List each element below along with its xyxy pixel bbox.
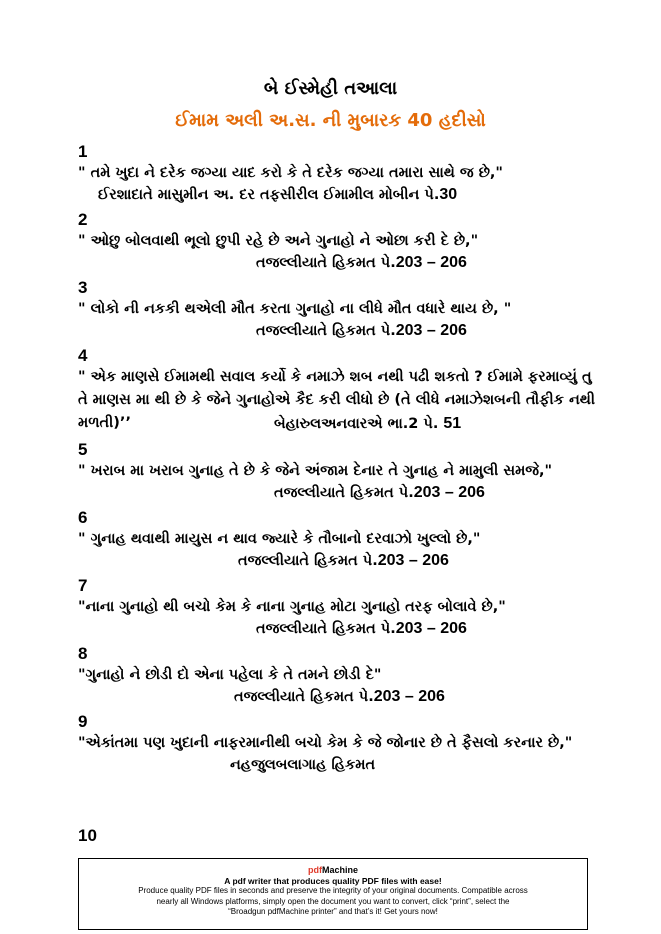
hadith-number: 5 <box>78 440 88 459</box>
hadith-reference <box>98 184 618 206</box>
hadith-text: " તમે ખુદા ને દરેક જગ્યા યાદ કરો કે તે દરેક જગ્યા તમારા સાથે જ છે," <box>78 165 503 181</box>
hadith-reference <box>256 320 661 342</box>
reference-source: તજલ્લીયાતે હિકમત પે. <box>238 553 378 569</box>
hadith-text: " એક માણસે ઈમામથી સવાલ કર્યો કે નમાઝે શબ નથી પઢી શકતો ? ઈમામે ફરમાવ્યું તુ તે માણસ મા થી છે કે જેને ગુનાહોએ કૈદ કરી લીધો છે (તે લીધે નમાઝેશબની તૌફીક નથી મળતી)’’ <box>78 369 596 431</box>
hadith-reference <box>238 550 661 572</box>
hadith-text: "નાના ગુનાહો થી બચો કેમ કે નાના ગુનાહ મોટા ગુનાહો તરફ બોલાવે છે," <box>78 599 506 615</box>
reference-page: 203 – 206 <box>395 322 467 339</box>
reference-page: 203 – 206 <box>413 484 485 501</box>
hadith-number: 8 <box>78 644 88 663</box>
hadith-number: 1 <box>78 142 88 161</box>
hadith-text: " ગુનાહ થવાથી માયુસ ન થાવ જ્યારે કે તૌબાનો દરવાઝો ખુલ્લો છે," <box>78 531 481 547</box>
pdfmachine-footer <box>78 858 588 930</box>
hadith-number: 2 <box>78 210 88 229</box>
reference-source: તજલ્લીયાતે હિકમત પે. <box>234 689 374 705</box>
footer-brand <box>79 865 587 876</box>
hadith-number: 3 <box>78 278 88 297</box>
reference-page: 203 – 206 <box>373 688 445 705</box>
footer-line-3: “Broadgun pdfMachine printer” and that’s it! Get yours now! <box>228 907 438 916</box>
hadith-number: 4 <box>78 346 88 365</box>
hadith-number: 6 <box>78 508 88 527</box>
hadith-item-7 <box>78 576 598 640</box>
hadith-text: " લોકો ની નકકી થએલી મૌત કરતા ગુનાહો ના લીધે મૌત વધારે થાય છે, " <box>78 301 512 317</box>
hadith-text: " ખરાબ મા ખરાબ ગુનાહ તે છે કે જેને અંજામ દેનાર તે ગુનાહ ને મામુલી સમજે," <box>78 463 553 479</box>
reference-source: બેહારુલઅનવારએ ભા.2 પે. <box>274 416 439 432</box>
reference-source: તજલ્લીયાતે હિકમત પે. <box>256 323 396 339</box>
hadith-reference <box>256 252 661 274</box>
page-title: બે ઈસ્મેહી તઆલા <box>263 78 398 99</box>
hadith-text: "ગુનાહો ને છોડી દો એના પહેલા કે તે તમને છોડી દે" <box>78 667 382 683</box>
reference-source: તજલ્લીયાતે હિકમત પે. <box>256 255 396 271</box>
reference-source: નહજુલબલાગાહ હિકમત <box>230 757 376 773</box>
footer-line-1: Produce quality PDF files in seconds and preserve the integrity of your original documents. Compatible across <box>138 886 528 895</box>
hadith-reference <box>256 618 661 640</box>
hadith-item-9 <box>78 712 598 776</box>
hadith-item-6 <box>78 508 598 572</box>
reference-page: 30 <box>439 186 458 203</box>
hadith-number: 10 <box>78 826 97 845</box>
hadith-reference <box>274 482 661 504</box>
hadith-reference <box>234 686 661 708</box>
hadith-item-10 <box>78 826 598 846</box>
hadith-item-1 <box>78 142 598 206</box>
hadith-text: "એકાંતમા પણ ખુદાની નાફરમાનીથી બચો કેમ કે જે જોનાર છે તે ફૈસલો કરનાર છે," <box>78 735 573 751</box>
footer-tagline: A pdf writer that produces quality PDF files with ease! <box>224 875 442 886</box>
reference-source: તજલ્લીયાતે હિકમત પે. <box>274 485 414 501</box>
hadith-item-8 <box>78 644 598 708</box>
brand-pdf: pdf <box>307 865 322 875</box>
hadith-item-2 <box>78 210 598 274</box>
reference-page: 203 – 206 <box>395 620 467 637</box>
hadith-number: 7 <box>78 576 88 595</box>
reference-source: તજલ્લીયાતે હિકમત પે. <box>256 621 396 637</box>
reference-page: 203 – 206 <box>395 254 467 271</box>
reference-source: ઈરશાદાતે માસુમીન અ. દર તફસીરીલ ઈમામીલ મોબીન પે. <box>98 187 440 203</box>
footer-line-2: nearly all Windows platforms, simply open the document you want to convert, click “print”, select the <box>156 896 510 906</box>
reference-page: 203 – 206 <box>377 552 449 569</box>
page-subtitle: ઈમામ અલી અ.સ. ની મુબારક 40 હદીસો <box>175 110 486 131</box>
hadith-reference <box>274 413 661 435</box>
hadith-number: 9 <box>78 712 88 731</box>
hadith-item-5 <box>78 440 598 504</box>
hadith-text: " ઓછુ બોલવાથી ભૂલો છુપી રહે છે અને ગુનાહો ને ઓછા કરી દે છે," <box>78 233 479 249</box>
hadith-reference <box>230 754 661 776</box>
hadith-item-3 <box>78 278 598 342</box>
reference-page: 51 <box>443 415 462 432</box>
brand-machine: Machine <box>321 865 358 875</box>
